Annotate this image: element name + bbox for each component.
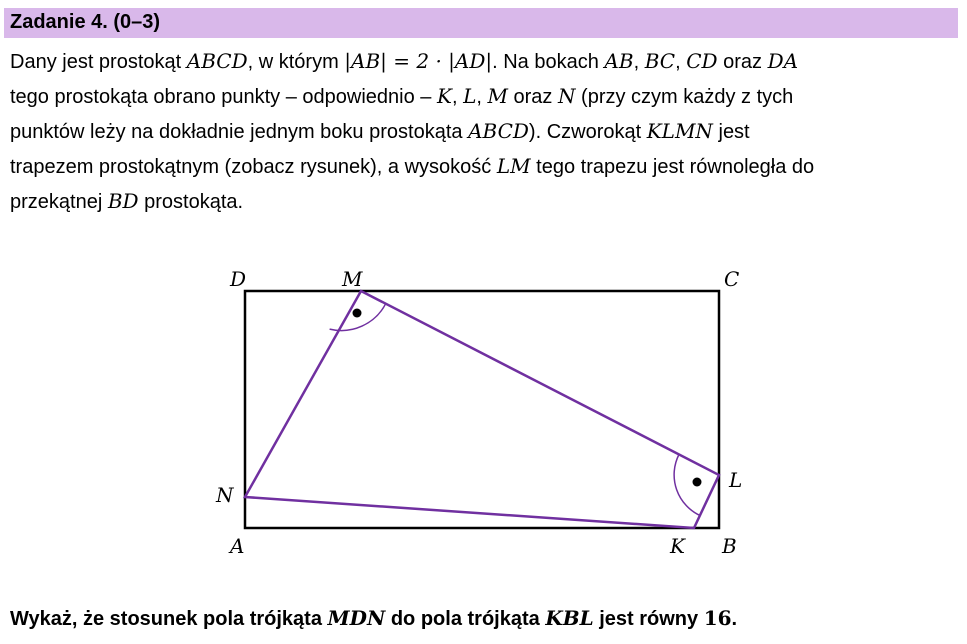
math-fragment: BC — [644, 49, 676, 73]
text-fragment: , — [675, 51, 687, 73]
right-angle-dot-l — [693, 478, 702, 487]
text-fragment: , — [476, 86, 488, 108]
label-l: L — [729, 468, 743, 492]
text-fragment: punktów leży na dokładnie jednym boku prostokąta — [10, 121, 469, 143]
text-fragment: (przy czym każdy z tych — [575, 86, 794, 108]
label-k: K — [670, 534, 685, 558]
math-fragment: 16 — [703, 606, 732, 630]
math-fragment: AB — [604, 49, 634, 73]
math-fragment: KLMN — [646, 119, 713, 143]
math-fragment: |AB| = 2 · |AD| — [344, 49, 493, 73]
text-fragment: , w którym — [247, 51, 345, 73]
math-fragment: N — [557, 84, 576, 108]
rectangle-abcd — [245, 291, 719, 528]
text-fragment: Wykaż, że stosunek pola trójkąta — [10, 608, 328, 630]
text-fragment: tego prostokąta obrano punkty – odpowiednio – — [10, 86, 437, 108]
math-fragment: ABCD — [468, 119, 529, 143]
trapezoid-klmn — [245, 291, 719, 528]
text-fragment: Dany jest prostokąt — [10, 51, 187, 73]
text-fragment: prostokąta. — [138, 191, 244, 213]
text-fragment: , — [633, 51, 645, 73]
math-fragment: DA — [767, 49, 799, 73]
math-fragment: BD — [107, 189, 139, 213]
math-fragment: LM — [496, 154, 531, 178]
text-fragment: trapezem prostokątnym (zobacz rysunek), a wysokość — [10, 156, 497, 178]
text-fragment: jest — [712, 121, 750, 143]
task-instruction — [10, 606, 737, 631]
math-fragment: K — [436, 84, 452, 108]
math-fragment: L — [463, 84, 477, 108]
text-fragment: . — [731, 608, 738, 630]
task-title: Zadanie 4. (0–3) — [10, 11, 161, 33]
label-d: D — [230, 267, 247, 291]
label-n: N — [216, 483, 234, 507]
label-a: A — [230, 534, 245, 558]
text-fragment: oraz — [507, 86, 558, 108]
text-fragment: . Na bokach — [492, 51, 605, 73]
math-fragment: KBL — [545, 606, 594, 630]
label-b: B — [722, 534, 737, 558]
math-fragment: CD — [686, 49, 718, 73]
math-fragment: M — [487, 84, 508, 108]
text-fragment: ). Czworokąt — [528, 121, 647, 143]
text-fragment: , — [451, 86, 464, 108]
label-c: C — [724, 267, 740, 291]
right-angle-dot-m — [353, 309, 362, 318]
text-fragment: do pola trójkąta — [385, 608, 546, 630]
text-fragment: przekątnej — [10, 191, 108, 213]
text-fragment: jest równy — [593, 608, 704, 630]
math-fragment: ABCD — [186, 49, 248, 73]
label-m: M — [342, 267, 363, 291]
text-fragment: oraz — [717, 51, 768, 73]
math-fragment: MDN — [327, 606, 386, 630]
text-fragment: tego trapezu jest równoległa do — [530, 156, 815, 178]
